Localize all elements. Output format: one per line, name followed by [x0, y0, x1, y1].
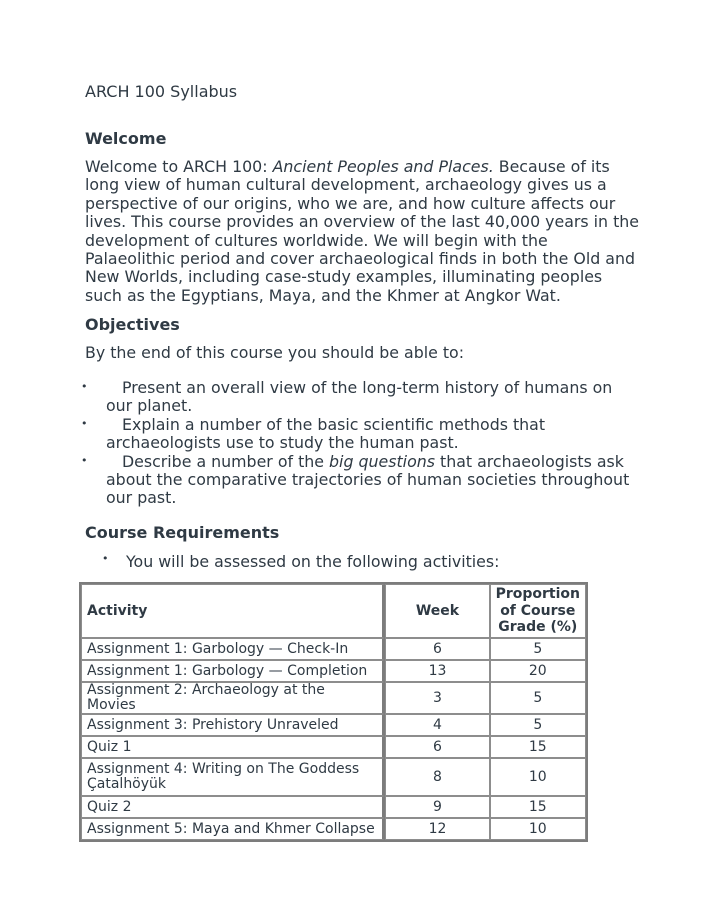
cell-week: 8 [385, 758, 489, 796]
table-row [81, 758, 586, 796]
bullet-icon: • [81, 453, 88, 467]
cell-proportion: 15 [490, 736, 586, 758]
table-row [81, 714, 586, 736]
cell-proportion: 5 [490, 638, 586, 660]
cell-activity: Assignment 1: Garbology — Completion [81, 660, 385, 682]
table-row [81, 638, 586, 660]
table-row [81, 818, 586, 840]
header-proportion: Proportion of Course Grade (%) [490, 584, 586, 638]
cell-activity: Assignment 2: Archaeology at the Movies [81, 682, 385, 714]
cell-activity: Quiz 2 [81, 796, 385, 818]
header-week: Week [385, 584, 489, 638]
header-activity: Activity [81, 584, 385, 638]
objectives-heading: Objectives [85, 315, 180, 334]
welcome-intro: Welcome to ARCH 100: [85, 157, 273, 176]
requirements-lead: You will be assessed on the following activities: [126, 552, 500, 571]
bullet-icon: • [81, 380, 88, 393]
cell-proportion: 10 [490, 818, 586, 840]
cell-week: 6 [385, 736, 489, 758]
table-row [81, 682, 586, 714]
requirements-heading: Course Requirements [85, 523, 280, 542]
cell-activity: Assignment 3: Prehistory Unraveled [81, 714, 385, 736]
objective-text-suffix: that archaeologists ask about the comparative trajectories of human societies throughout our past. [106, 451, 630, 508]
objective-text: Explain a number of the basic scientific methods that archaeologists use to study the human past. [106, 414, 546, 453]
assessment-table [79, 582, 588, 842]
welcome-paragraph [85, 158, 641, 305]
cell-activity: Quiz 1 [81, 736, 385, 758]
cell-week: 3 [385, 682, 489, 714]
cell-proportion: 20 [490, 660, 586, 682]
course-name: Ancient Peoples and Places. [272, 157, 494, 176]
cell-proportion: 5 [490, 682, 586, 714]
objective-item [81, 379, 641, 416]
cell-activity: Assignment 1: Garbology — Check-In [81, 638, 385, 660]
table-row [81, 660, 586, 682]
cell-week: 4 [385, 714, 489, 736]
cell-activity: Assignment 5: Maya and Khmer Collapse [81, 818, 385, 840]
objective-emphasis: big questions [329, 451, 435, 471]
objectives-list [81, 379, 641, 508]
cell-proportion: 10 [490, 758, 586, 796]
cell-proportion: 5 [490, 714, 586, 736]
bullet-icon: • [81, 416, 88, 430]
cell-activity: Assignment 4: Writing on The Goddess Çatalhöyük [81, 758, 385, 796]
objectives-lead: By the end of this course you should be able to: [85, 343, 465, 362]
cell-week: 9 [385, 796, 489, 818]
welcome-body: Because of its long view of human cultural development, archaeology gives us a perspective of our origins, who we are, and how culture affects our lives. This course provides an overview of the last 40,000 years in the development of cultures worldwide. We will begin with the Palaeolithic period and cover archaeological finds in both the Old and New Worlds, including case-study examples, illuminating peoples such as the Egyptians, Maya, and the Khmer at Angkor Wat. [85, 157, 640, 305]
cell-week: 6 [385, 638, 489, 660]
table-header-row [81, 584, 586, 638]
objective-text-prefix: Describe a number of the [122, 451, 330, 471]
cell-week: 13 [385, 660, 489, 682]
objective-text: Present an overall view of the long-term history of humans on our planet. [106, 378, 613, 416]
table-row [81, 796, 586, 818]
document-title: ARCH 100 Syllabus [85, 82, 238, 101]
table-row [81, 736, 586, 758]
welcome-heading: Welcome [85, 129, 167, 148]
objective-item [81, 453, 641, 508]
bullet-icon: • [102, 552, 109, 565]
objective-item [81, 416, 641, 453]
cell-proportion: 15 [490, 796, 586, 818]
cell-week: 12 [385, 818, 489, 840]
